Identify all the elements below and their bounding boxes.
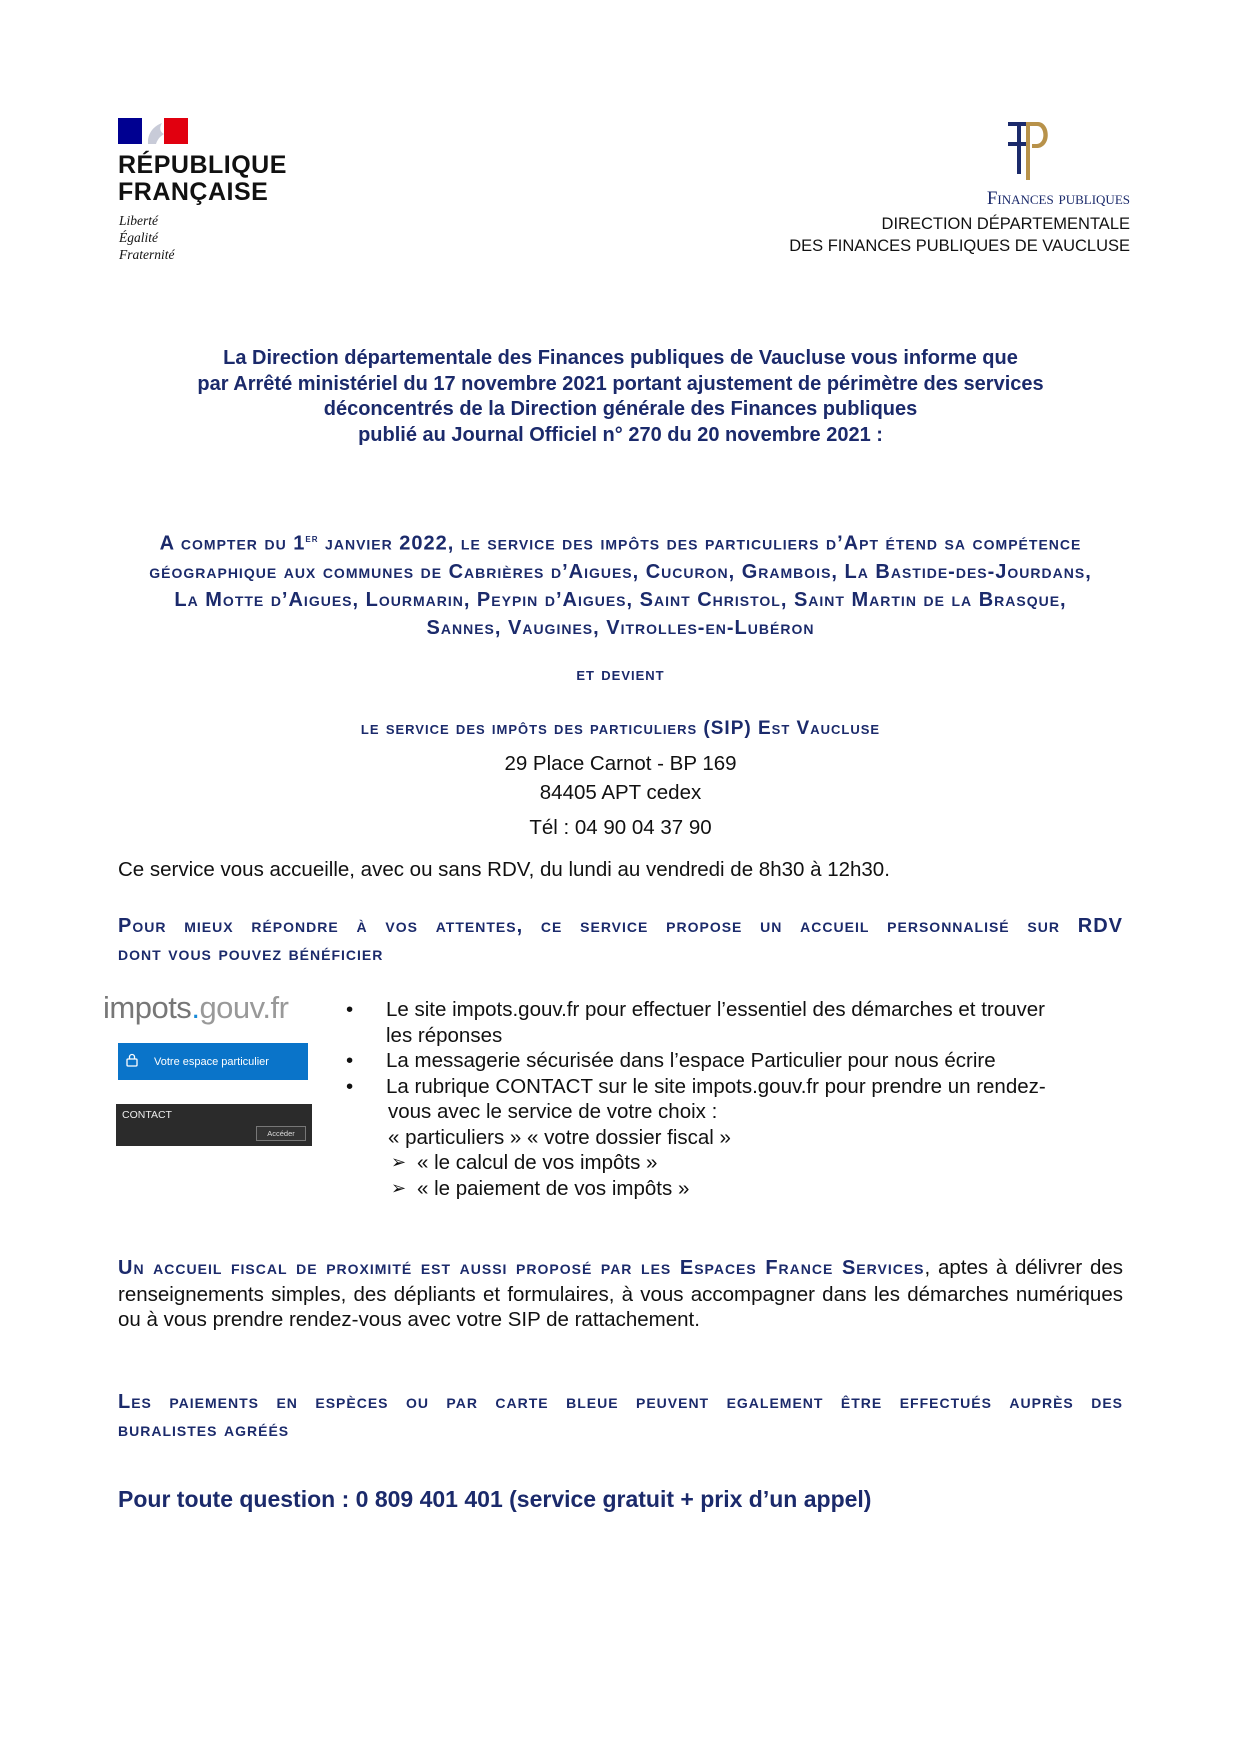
- espace-particulier-label: Votre espace particulier: [154, 1055, 269, 1068]
- rdv-heading-line1: Pour mieux répondre à vos attentes, ce service propose un accueil personnalisé sur RDV: [118, 915, 1123, 937]
- finances-publiques-name: Finances publiques: [986, 188, 1130, 209]
- buralistes-line1: Les paiements en espèces ou par carte bleue peuvent egalement être effectués auprès des: [118, 1391, 1123, 1413]
- impots-gouv-logo: impots.gouv.fr: [103, 990, 289, 1025]
- bullet-icon: •: [346, 1049, 354, 1072]
- espace-particulier-button[interactable]: [118, 1043, 308, 1080]
- arrow-bullet-icon: ➢: [391, 1152, 407, 1172]
- finances-publiques-logo: [1004, 118, 1054, 182]
- et-devient-text: et devient: [576, 664, 665, 685]
- buralistes-line2: buralistes agréés: [118, 1419, 290, 1441]
- list-item: • Le site impots.gouv.fr pour effectuer l’essentiel des démarches et trouver les réponses: [346, 998, 1045, 1047]
- list-item-continuation: « particuliers » « votre dossier fiscal »: [388, 1125, 731, 1149]
- list-item: • La messagerie sécurisée dans l’espace Particulier pour nous écrire: [346, 1049, 996, 1072]
- rdv-heading-line2: dont vous pouvez bénéficier: [118, 943, 384, 965]
- republique-francaise-title: RÉPUBLIQUE FRANÇAISE: [118, 151, 287, 206]
- list-item-continuation: vous avec le service de votre choix :: [388, 1100, 718, 1123]
- contact-label: CONTACT: [122, 1109, 172, 1121]
- sub-list-item: ➢ « le paiement de vos impôts »: [391, 1176, 690, 1200]
- contact-widget: [116, 1104, 312, 1146]
- services-list: [340, 997, 1124, 1201]
- contact-phone-line: Pour toute question : 0 809 401 401 (service gratuit + prix d’un appel): [118, 1486, 872, 1512]
- acceder-button[interactable]: Accéder: [256, 1126, 306, 1141]
- direction-departementale: DIRECTION DÉPARTEMENTALE DES FINANCES PUBLIQUES DE VAUCLUSE: [789, 215, 1130, 255]
- sip-phone: Tél : 04 90 04 37 90: [529, 816, 712, 839]
- bullet-icon: •: [346, 1074, 354, 1098]
- sip-address: 29 Place Carnot - BP 169 84405 APT cedex: [504, 752, 737, 804]
- marianne-flag-logo: [118, 118, 188, 144]
- france-services-paragraph: Un accueil fiscal de proximité est aussi proposé par les Espaces France Services, aptes à délivrer des renseignements simples, des dépliants et formulaires, à vous accompagner dans les démarches numériques ou à vous prendre rendez-vous avec votre SIP de rattachement.: [118, 1256, 1123, 1331]
- sub-list-item: ➢ « le calcul de vos impôts »: [391, 1151, 658, 1174]
- arrow-bullet-icon: ➢: [391, 1177, 407, 1198]
- notice-paragraph: A compter du 1er janvier 2022, le service des impôts des particuliers d’Apt étend sa compétence géographique aux communes de Cabrières d’Aigues, Cucuron, Grambois, La Bastide-des-Jourdans, La Motte d’Aigues, Lourmarin, Peypin d’Aigues, Saint Christol, Saint Martin de la Brasque, Sannes, Vaugines, Vitrolles-en-Lubéron: [149, 531, 1092, 639]
- bullet-icon: •: [346, 998, 354, 1021]
- intro-paragraph: La Direction départementale des Finances publiques de Vaucluse vous informe que par Arrêté ministériel du 17 novembre 2021 portant ajustement de périmètre des services déconcentrés de la Direction générale des Finances publiques publié au Journal Officiel n° 270 du 20 novembre 2021 :: [197, 347, 1044, 446]
- lock-icon: [118, 1053, 146, 1070]
- republique-motto: Liberté Égalité Fraternité: [119, 213, 175, 262]
- list-item: • La rubrique CONTACT sur le site impots.gouv.fr pour prendre un rendez-: [346, 1074, 1046, 1098]
- opening-hours: Ce service vous accueille, avec ou sans RDV, du lundi au vendredi de 8h30 à 12h30.: [118, 858, 890, 881]
- sip-title: le service des impôts des particuliers (SIP) Est Vaucluse: [360, 718, 881, 739]
